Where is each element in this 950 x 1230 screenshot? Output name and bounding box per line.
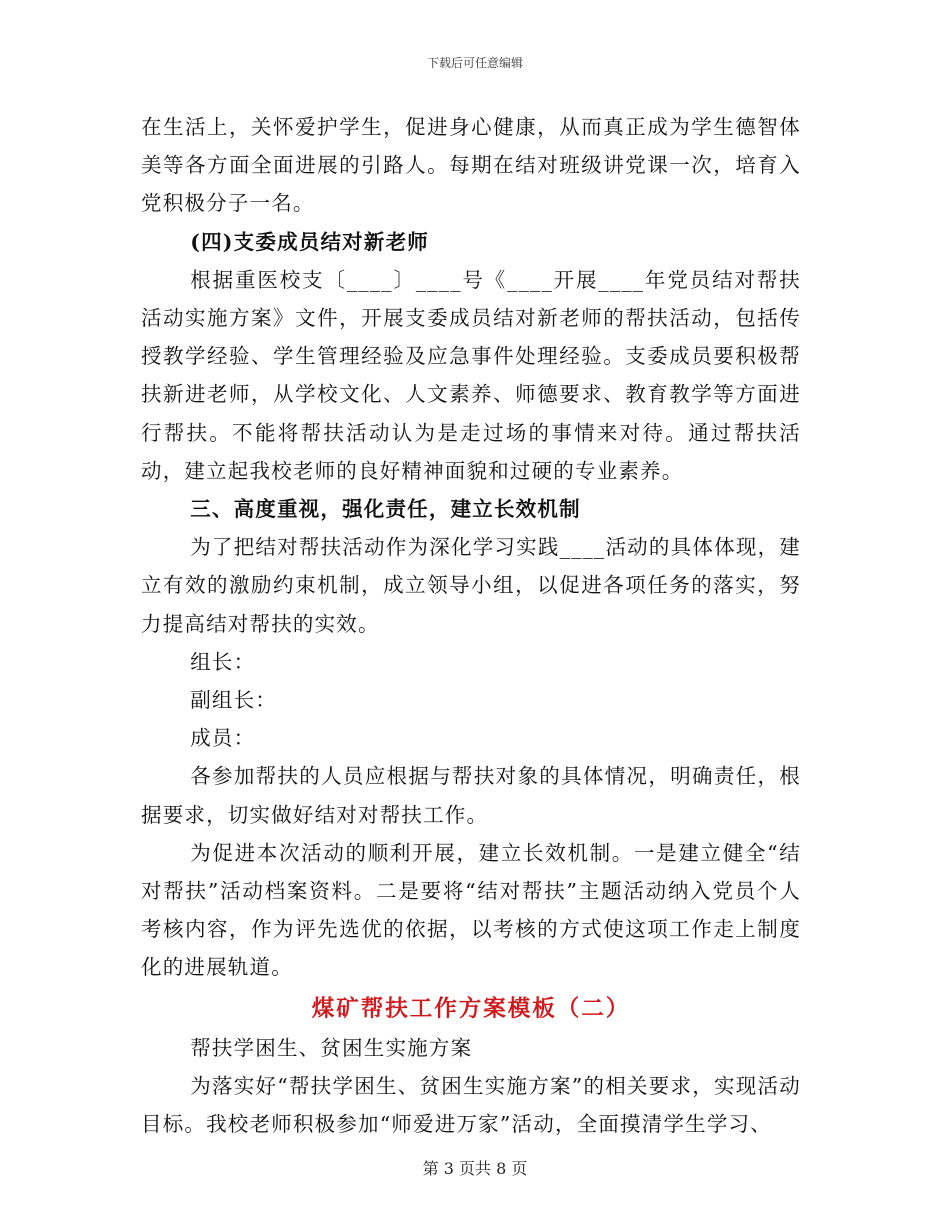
label-members: 成员： (190, 726, 256, 751)
paragraph-committee-help: 根据重医校支〔____〕____号《____开展____年党员结对帮扶活动实施方案》文件，开展支委成员结对新老师的帮扶活动，包括传授教学经验、学生管理经验及应急事件处理经验。支委成员要积极帮扶新进老师，从学校文化、人文素养、师德要求、教育教学等方面进行帮扶。不能将帮扶活动认为是走过场的事情来对待。通过帮扶活动，建立起我校老师的良好精神面貌和过硬的专业素养。 (141, 267, 801, 483)
paragraph-plan-intro: 为落实好“帮扶学困生、贫困生实施方案”的相关要求，实现活动目标。我校老师积极参加“师爱进万家”活动，全面摸清学生学习、 (141, 1074, 801, 1137)
page-footer: 第 3 页共 8 页 (422, 1159, 528, 1178)
paragraph-long-term-mechanism: 为促进本次活动的顺利开展，建立长效机制。一是建立健全“结对帮扶”活动档案资料。二是要将“结对帮扶”主题活动纳入党员个人考核内容，作为评先选优的依据，以考核的方式使这项工作走上制度化的进展轨道。 (141, 840, 801, 980)
heading-section-three: 三、高度重视，强化责任，建立长效机制 (190, 497, 581, 522)
label-group-leader: 组长： (190, 649, 256, 674)
section-title: 煤矿帮扶工作方案模板（二） (311, 995, 631, 1022)
label-deputy-leader: 副组长： (190, 688, 277, 713)
page-header: 下载后可任意编辑 (426, 56, 523, 70)
paragraph-responsibility: 各参加帮扶的人员应根据与帮扶对象的具体情况，明确责任，根据要求，切实做好结对对帮扶工作。 (141, 764, 801, 827)
document-body (141, 108, 801, 1143)
paragraph-plan-name: 帮扶学困生、贫困生实施方案 (190, 1035, 473, 1060)
heading-committee-new-teachers: (四)支委成员结对新老师 (190, 229, 429, 254)
paragraph-mechanism: 为了把结对帮扶活动作为深化学习实践____活动的具体体现，建立有效的激励约束机制，成立领导小组，以促进各项任务的落实，努力提高结对帮扶的实效。 (141, 535, 801, 636)
paragraph-care-students: 在生活上，关怀爱护学生，促进身心健康，从而真正成为学生德智体美等各方面全面进展的引路人。每期在结对班级讲党课一次，培育入党积极分子一名。 (141, 115, 801, 216)
